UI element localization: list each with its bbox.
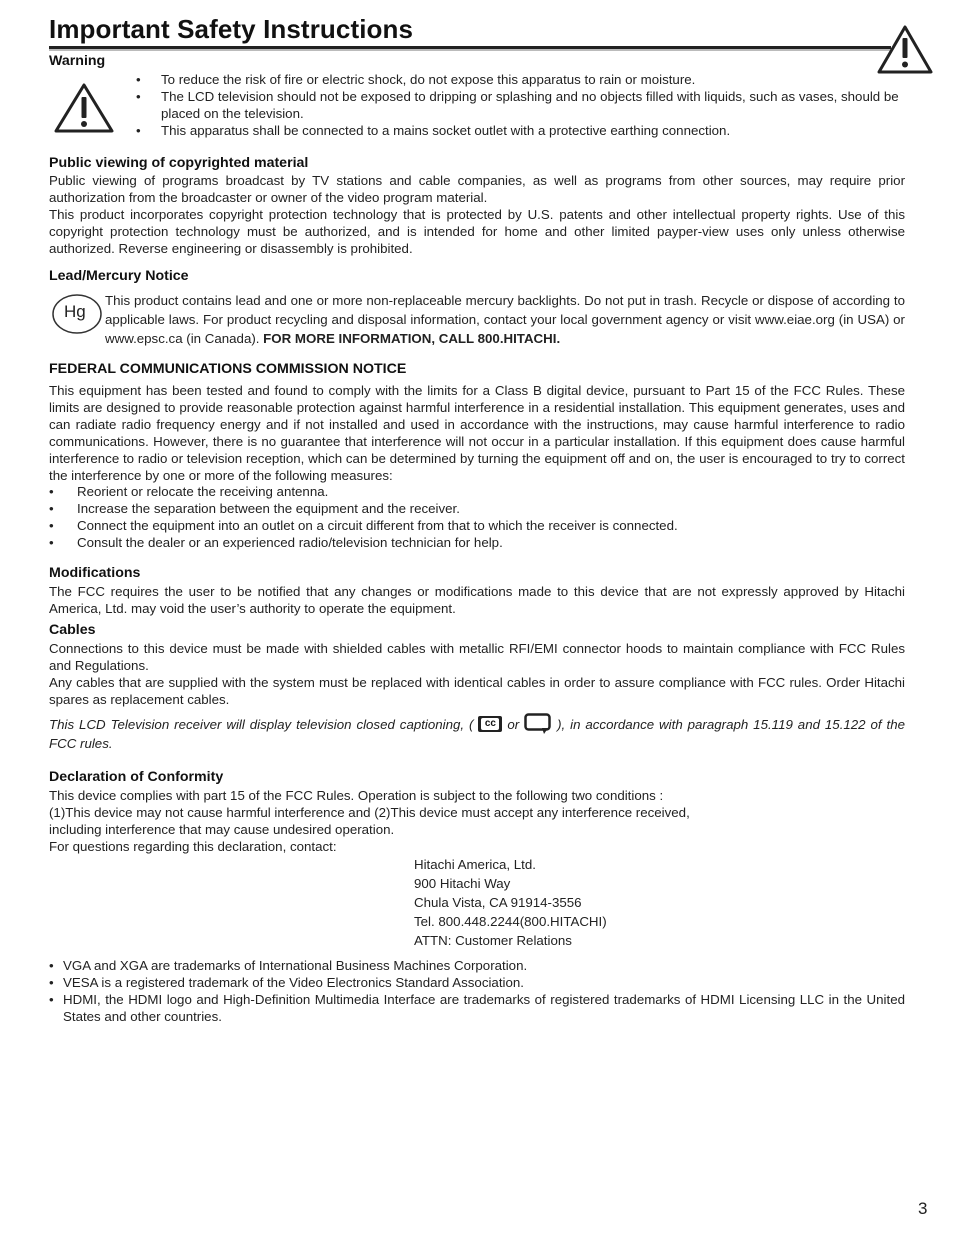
bullet: • — [49, 518, 54, 533]
copyright-paragraph: Public viewing of programs broadcast by TV stations and cable companies, as well as programs from other sources, may require prior authorization from the broadcaster or owner of the video program material. — [49, 173, 905, 205]
bullet: • — [136, 89, 141, 104]
conformity-line: including interference that may cause undesired operation. — [49, 822, 395, 837]
address-line: Hitachi America, Ltd. — [414, 857, 536, 872]
mercury-callout: FOR MORE INFORMATION, CALL 800.HITACHI. — [263, 331, 561, 346]
cc-note-text: ), in accordance with paragraph 15.119 and 15.122 of the FCC rules. — [49, 717, 906, 751]
bullet: • — [49, 958, 54, 973]
warning-heading: Warning — [49, 53, 106, 69]
page-number: 3 — [918, 1199, 928, 1218]
bullet: • — [136, 123, 141, 138]
page-title: Important Safety Instructions — [49, 14, 414, 44]
list-item — [49, 957, 905, 974]
address-line: ATTN: Customer Relations — [414, 933, 572, 948]
address-line: 900 Hitachi Way — [414, 876, 511, 891]
fcc-measures-list — [49, 483, 905, 551]
trademark-text: HDMI, the HDMI logo and High-Definition Multimedia Interface are trademarks of registered trademarks of HDMI Licensing LLC in the United States and other countries. — [63, 992, 905, 1024]
bullet: • — [49, 484, 54, 499]
list-item — [49, 517, 905, 534]
bullet: • — [49, 535, 54, 550]
contact-address — [414, 855, 607, 950]
caption-bubble-icon — [524, 713, 552, 735]
copyright-paragraph: This product incorporates copyright protection technology that is protected by U.S. patents and other intellectual property rights. Use of this copyright protection technology must be authorized, and is intended for home and other limited payper-view uses only unless otherwise authorized. Reverse engineering or disassembly is prohibited. — [49, 207, 905, 256]
fcc-item-text: Consult the dealer or an experienced radio/television technician for help. — [77, 535, 503, 550]
closed-caption-icon — [478, 716, 502, 732]
warning-item-text: To reduce the risk of fire or electric shock, do not expose this apparatus to rain or moisture. — [161, 72, 696, 87]
list-item — [49, 534, 905, 551]
conformity-heading: Declaration of Conformity — [49, 769, 224, 785]
bullet: • — [49, 501, 54, 516]
cc-symbol: cc — [481, 718, 499, 730]
closed-caption-note — [49, 713, 905, 752]
warning-triangle-icon — [53, 82, 115, 134]
title-underline — [49, 46, 891, 49]
fcc-paragraph: This equipment has been tested and found to comply with the limits for a Class B digital device, pursuant to Part 15 of the FCC Rules. These limits are designed to provide reasonable protection against harmful interference in a residential installation. This equipment generates, uses and can radiate radio frequency energy and if not installed and used in accordance with the instructions, may cause harmful interference to radio communications. However, there is no guarantee that interference will not occur in a particular installation. If this equipment does cause harmful interference to radio or television reception, which can be determined by turning the equipment off and on, the user is encouraged to try to correct the interference by one or more of the following measures: — [49, 383, 905, 483]
conformity-line: (1)This device may not cause harmful interference and (2)This device must accept any interference received, — [49, 805, 690, 820]
warning-list — [136, 71, 905, 139]
list-item — [136, 71, 905, 88]
cables-paragraph: Any cables that are supplied with the system must be replaced with identical cables in order to assure compliance with FCC rules. Order Hitachi spares as replacement cables. — [49, 675, 905, 707]
list-item — [49, 991, 905, 1025]
trademark-text: VGA and XGA are trademarks of International Business Machines Corporation. — [63, 958, 528, 973]
mercury-paragraph — [105, 291, 905, 348]
modifications-paragraph: The FCC requires the user to be notified that any changes or modifications made to this device that are not expressly approved by Hitachi America, Ltd. may void the user’s authority to operate the equipment. — [49, 584, 905, 616]
warning-item-text: The LCD television should not be exposed to dripping or splashing and no objects filled with liquids, such as vases, should be placed on the television. — [161, 89, 899, 121]
address-line: Tel. 800.448.2244(800.HITACHI) — [414, 914, 607, 929]
modifications-heading: Modifications — [49, 565, 141, 581]
bullet: • — [49, 992, 54, 1007]
fcc-item-text: Increase the separation between the equipment and the receiver. — [77, 501, 460, 516]
list-item — [49, 974, 905, 991]
trademark-list — [49, 957, 905, 1025]
cc-note-or: or — [507, 717, 520, 732]
trademark-text: VESA is a registered trademark of the Video Electronics Standard Association. — [63, 975, 524, 990]
mercury-heading: Lead/Mercury Notice — [49, 268, 189, 284]
fcc-item-text: Connect the equipment into an outlet on a circuit different from that to which the receiver is connected. — [77, 518, 678, 533]
warning-item-text: This apparatus shall be connected to a mains socket outlet with a protective earthing connection. — [161, 123, 731, 138]
mercury-text: This product contains lead and one or more non-replaceable mercury backlights. Do not put in trash. Recycle or dispose of according to applicable laws. For product recycling and disposal information, contact your local government agency or visit www.eiae.org (in USA) or www.epsc.ca (in Canada). — [105, 293, 905, 346]
mercury-symbol: Hg — [64, 302, 86, 321]
cables-heading: Cables — [49, 622, 96, 638]
list-item — [136, 88, 905, 122]
warning-triangle-icon — [876, 24, 934, 76]
bullet: • — [49, 975, 54, 990]
fcc-heading: FEDERAL COMMUNICATIONS COMMISSION NOTICE — [49, 361, 407, 377]
list-item — [49, 500, 905, 517]
cables-paragraph: Connections to this device must be made with shielded cables with metallic RFI/EMI connector hoods to maintain compliance with FCC Rules and Regulations. — [49, 641, 905, 673]
list-item — [49, 483, 905, 500]
conformity-line: For questions regarding this declaration, contact: — [49, 839, 337, 854]
copyright-heading: Public viewing of copyrighted material — [49, 155, 309, 171]
fcc-item-text: Reorient or relocate the receiving antenna. — [77, 484, 329, 499]
conformity-line: This device complies with part 15 of the FCC Rules. Operation is subject to the following two conditions : — [49, 788, 664, 803]
list-item — [136, 122, 905, 139]
cc-note-text: This LCD Television receiver will display television closed captioning, ( — [49, 717, 474, 732]
bullet: • — [136, 72, 141, 87]
conformity-text — [49, 787, 905, 855]
address-line: Chula Vista, CA 91914-3556 — [414, 895, 582, 910]
